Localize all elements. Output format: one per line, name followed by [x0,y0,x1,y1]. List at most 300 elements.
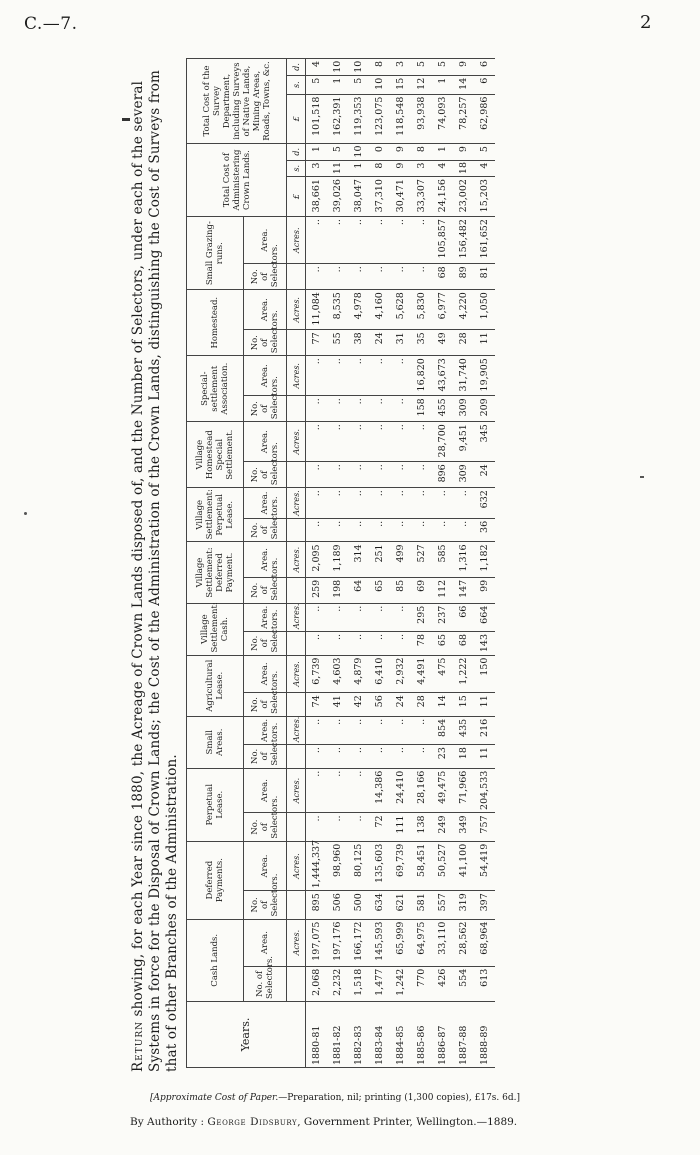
data-cell: .. [369,462,390,488]
data-cell: 31,740 [453,356,474,396]
data-cell: 24,156 [432,177,453,217]
data-cell: 664 [474,603,495,631]
data-cell: .. [327,356,348,396]
data-cell: 4,978 [348,290,369,330]
data-cell: 1 [432,144,453,161]
units-row [287,59,306,1068]
data-cell: 65,999 [390,919,411,966]
data-cell: .. [411,488,432,519]
data-cell: 28 [411,693,432,717]
data-cell: 10 [348,144,369,161]
year-cell: 1880-81 [306,1002,328,1068]
cost-text: —Preparation, nil; printing (1,300 copies), £17s. 6d.] [278,1093,521,1103]
data-cell: 99 [474,577,495,603]
data-cell: 1,444,337 [306,841,328,891]
data-cell: 33,110 [432,919,453,966]
data-cell: 111 [390,813,411,841]
data-cell: 18 [453,160,474,176]
group-header: Small Areas. [187,716,244,768]
data-cell: 6 [474,75,495,94]
data-cell: 2,068 [306,966,328,1001]
data-cell: .. [369,396,390,422]
data-cell: 19,905 [474,356,495,396]
data-cell: .. [369,716,390,744]
data-cell: .. [306,768,328,813]
group-header: Small Grazing-runs. [187,217,244,290]
data-cell: .. [411,422,432,462]
data-cell: 6,739 [306,655,328,693]
data-cell: 15,203 [474,177,495,217]
table-row [306,59,328,1068]
selectors-subheader: No. of Selectors. [244,577,287,603]
data-cell: 78 [411,631,432,655]
data-cell: .. [348,603,369,631]
data-cell: 72 [369,813,390,841]
area-subheader: Area. [244,841,287,891]
data-cell: 118,548 [390,94,411,143]
group-header: Village Settlement: Cash. [187,603,244,655]
area-subheader: Area. [244,655,287,693]
data-cell: 557 [432,891,453,919]
data-cell: 198 [327,577,348,603]
data-cell: 896 [432,462,453,488]
data-cell: 2,095 [306,542,328,577]
data-cell: .. [327,745,348,769]
data-cell: 138 [411,813,432,841]
data-cell: .. [390,356,411,396]
area-subheader: Area. [244,422,287,462]
data-cell: 3 [306,160,328,176]
data-cell: 64 [348,577,369,603]
data-cell: 5 [348,75,369,94]
acres-unit: Acres. [287,841,306,891]
data-cell: 43,673 [432,356,453,396]
data-cell: 123,075 [369,94,390,143]
paper-cost-note [150,1093,520,1103]
data-cell: 895 [306,891,328,919]
acres-unit: Acres. [287,290,306,330]
data-cell: .. [327,813,348,841]
data-cell: 11 [474,693,495,717]
data-cell: 397 [474,891,495,919]
data-cell: 349 [453,813,474,841]
data-cell: 1 [348,160,369,176]
data-cell: 89 [453,264,474,290]
table-row [348,59,369,1068]
data-cell: 65 [369,577,390,603]
printer-authority-line [130,1116,517,1128]
data-cell: 6,410 [369,655,390,693]
data-cell: 1 [327,75,348,94]
data-cell: .. [327,422,348,462]
data-cell: 14 [453,75,474,94]
table-row [327,59,348,1068]
group-header: Village Homestead Special Settlement. [187,422,244,488]
area-subheader: Area. [244,716,287,744]
table-row [369,59,390,1068]
data-cell: 24,410 [390,768,411,813]
data-cell: 5,830 [411,290,432,330]
data-cell: 145,593 [369,919,390,966]
data-cell: 5,628 [390,290,411,330]
data-cell: 11 [474,330,495,356]
data-cell: 770 [411,966,432,1001]
data-cell: 249 [432,813,453,841]
data-cell: 613 [474,966,495,1001]
page-number: 2 [640,12,652,33]
data-cell: 4,603 [327,655,348,693]
data-cell: 85 [390,577,411,603]
data-cell: 500 [348,891,369,919]
data-cell: .. [369,603,390,631]
data-cell: 18 [453,745,474,769]
data-cell: 39,026 [327,177,348,217]
data-cell: .. [306,518,328,542]
data-cell: 2,232 [327,966,348,1001]
data-cell: 319 [453,891,474,919]
data-cell: .. [432,488,453,519]
scan-mark [122,118,130,121]
data-cell: 69 [411,577,432,603]
data-cell: 1,189 [327,542,348,577]
data-cell: 314 [348,542,369,577]
data-cell: 28,166 [411,768,432,813]
data-cell: 5 [474,144,495,161]
acres-unit: Acres. [287,542,306,577]
year-cell: 1888-89 [474,1002,495,1068]
data-cell: 259 [306,577,328,603]
data-cell: .. [327,488,348,519]
unit-blank [287,462,306,488]
table-row [474,59,495,1068]
data-cell: 632 [474,488,495,519]
acres-unit: Acres. [287,217,306,264]
data-cell: 119,353 [348,94,369,143]
year-cell: 1881-82 [327,1002,348,1068]
money-unit: d. [287,59,306,76]
data-cell: 854 [432,716,453,744]
data-cell: .. [453,488,474,519]
data-cell: 28 [453,330,474,356]
data-cell: 56 [369,693,390,717]
data-cell: .. [306,488,328,519]
data-cell: .. [411,217,432,264]
data-cell: .. [369,631,390,655]
data-cell: 455 [432,396,453,422]
data-cell: 68,964 [474,919,495,966]
data-cell: .. [411,518,432,542]
data-cell: 4 [432,160,453,176]
data-cell: .. [327,603,348,631]
selectors-subheader: No. of Selectors. [244,264,287,290]
data-cell: 68 [432,264,453,290]
data-cell: .. [390,745,411,769]
data-cell: 49 [432,330,453,356]
data-cell: 197,176 [327,919,348,966]
printer-name: George Didsbury [207,1116,298,1128]
acres-unit: Acres. [287,919,306,966]
table-row [432,59,453,1068]
year-cell: 1882-83 [348,1002,369,1068]
data-cell: 135,603 [369,841,390,891]
data-cell: .. [369,422,390,462]
rotated-return-table-block [130,32,560,1072]
year-cell: 1883-84 [369,1002,390,1068]
data-cell: 4 [474,160,495,176]
data-cell: .. [327,462,348,488]
data-cell: 58,451 [411,841,432,891]
data-cell: 6 [474,59,495,76]
data-cell: 8,535 [327,290,348,330]
data-cell: 1,242 [390,966,411,1001]
group-header: Agricultural Lease. [187,655,244,716]
data-cell: 3 [411,160,432,176]
unit-blank [287,966,306,1001]
data-cell: .. [390,396,411,422]
data-cell: 150 [474,655,495,693]
data-cell: 585 [432,542,453,577]
data-cell: .. [411,745,432,769]
group-header-row [187,59,244,1068]
selectors-subheader: No. of Selectors. [244,693,287,717]
money-unit: s. [287,160,306,176]
title-text: showing, for each Year since 1880, the Acreage of Crown Lands disposed of, and the Number of Selectors, under each of the several Systems in force for the Disposal of Crown Lands; the Cost of the Administration of the Crown Lands, distinguishing the Cost of Surveys from that of other Branches of the Administration. [130,69,180,1072]
money-unit: s. [287,75,306,94]
unit-blank [287,396,306,422]
data-cell: 62,986 [474,94,495,143]
cost-label: [Approximate Cost of Paper. [150,1093,279,1103]
data-cell: 506 [327,891,348,919]
data-cell: 1,477 [369,966,390,1001]
unit-blank [287,813,306,841]
data-cell: 295 [411,603,432,631]
data-cell: 38,047 [348,177,369,217]
data-cell: 6,977 [432,290,453,330]
data-cell: .. [348,488,369,519]
data-cell: .. [369,518,390,542]
money-unit: £ [287,177,306,217]
data-cell: 98,960 [327,841,348,891]
data-cell: 435 [453,716,474,744]
data-cell: 105,857 [432,217,453,264]
data-cell: .. [390,518,411,542]
data-cell: .. [348,745,369,769]
table-body [306,59,496,1068]
data-cell: .. [327,716,348,744]
scan-mark [640,476,644,478]
data-cell: 9,451 [453,422,474,462]
data-cell: 147 [453,577,474,603]
data-cell: 1,182 [474,542,495,577]
data-cell: .. [306,462,328,488]
data-cell: 9 [390,160,411,176]
selectors-subheader: No. of Selectors. [244,745,287,769]
data-cell: 209 [474,396,495,422]
data-cell: 64,975 [411,919,432,966]
data-cell: .. [453,518,474,542]
data-cell: 24 [474,462,495,488]
data-cell: 74 [306,693,328,717]
data-cell: 35 [411,330,432,356]
data-cell: .. [306,356,328,396]
data-cell: .. [390,264,411,290]
data-cell: .. [390,716,411,744]
data-cell: 4,160 [369,290,390,330]
data-cell: 158 [411,396,432,422]
data-cell: .. [390,462,411,488]
selectors-subheader: No. of Selectors. [244,396,287,422]
data-cell: .. [411,264,432,290]
data-cell: .. [390,603,411,631]
acres-unit: Acres. [287,768,306,813]
year-cell: 1886-87 [432,1002,453,1068]
data-cell: 11 [474,745,495,769]
data-cell: 527 [411,542,432,577]
data-cell: .. [369,264,390,290]
area-subheader: Area. [244,919,287,966]
selectors-subheader: No. of Selectors. [244,631,287,655]
data-cell: 74,093 [432,94,453,143]
data-cell: .. [306,264,328,290]
data-cell: .. [369,217,390,264]
data-cell: .. [369,356,390,396]
data-cell: .. [306,422,328,462]
data-cell: 78,257 [453,94,474,143]
data-cell: .. [306,396,328,422]
data-cell: 15 [390,75,411,94]
data-cell: 93,938 [411,94,432,143]
data-cell: 237 [432,603,453,631]
data-cell: .. [390,422,411,462]
unit-blank [287,693,306,717]
data-cell: .. [369,488,390,519]
selectors-subheader: No. of Selectors. [244,966,287,1001]
data-cell: 49,475 [432,768,453,813]
area-subheader: Area. [244,290,287,330]
data-cell: 166,172 [348,919,369,966]
data-cell: 197,075 [306,919,328,966]
selectors-subheader: No. of Selectors. [244,462,287,488]
survey-cost-header: Total Cost of the Survey Department, including Surveys of Native Lands, Mining Areas, Roads, Towns, &c. [187,59,287,144]
data-cell: 41,100 [453,841,474,891]
data-cell: 12 [411,75,432,94]
data-cell: .. [327,518,348,542]
data-cell: 8 [411,144,432,161]
data-cell: 81 [474,264,495,290]
data-cell: 1,050 [474,290,495,330]
data-cell: 11 [327,160,348,176]
data-cell: 621 [390,891,411,919]
group-header: Village Settlement: Perpetual Lease. [187,488,244,542]
data-cell: .. [348,217,369,264]
data-cell: .. [348,356,369,396]
data-cell: 4,220 [453,290,474,330]
area-subheader: Area. [244,542,287,577]
acres-unit: Acres. [287,488,306,519]
data-cell: 112 [432,577,453,603]
data-cell: .. [348,768,369,813]
data-cell: 204,533 [474,768,495,813]
data-cell: 30,471 [390,177,411,217]
year-cell: 1885-86 [411,1002,432,1068]
group-header: Deferred Payments. [187,841,244,919]
data-cell: .. [390,488,411,519]
acres-unit: Acres. [287,356,306,396]
selectors-subheader: No. of Selectors. [244,891,287,919]
data-cell: 65 [432,631,453,655]
data-cell: .. [327,264,348,290]
data-cell: 77 [306,330,328,356]
data-cell: 50,527 [432,841,453,891]
data-cell: 10 [348,59,369,76]
data-cell: 68 [453,631,474,655]
data-cell: 9 [390,144,411,161]
group-header: Village Settlement: Deferred Payment. [187,542,244,603]
data-cell: 9 [453,59,474,76]
table-row [411,59,432,1068]
data-cell: .. [306,716,328,744]
data-cell: 28,700 [432,422,453,462]
data-cell: 162,391 [327,94,348,143]
data-cell: 23,002 [453,177,474,217]
group-header: Perpetual Lease. [187,768,244,841]
data-cell: 54,419 [474,841,495,891]
data-cell: 5 [327,144,348,161]
years-header: Years. [187,1002,306,1068]
data-cell: 10 [327,59,348,76]
data-cell: 9 [453,144,474,161]
data-cell: 5 [306,75,328,94]
data-cell: 5 [432,59,453,76]
data-cell: 1 [306,144,328,161]
data-cell: 426 [432,966,453,1001]
data-cell: 14 [432,693,453,717]
data-cell: 101,518 [306,94,328,143]
data-cell: 475 [432,655,453,693]
unit-blank [287,631,306,655]
data-cell: .. [327,631,348,655]
document-reference: C.—7. [24,14,78,34]
scan-mark [24,512,27,515]
data-cell: 42 [348,693,369,717]
data-cell: .. [411,716,432,744]
authority-prefix: By Authority : [130,1116,205,1128]
data-cell: .. [306,217,328,264]
data-cell: 156,482 [453,217,474,264]
data-cell: 55 [327,330,348,356]
crown-lands-table [186,58,495,1068]
data-cell: .. [306,631,328,655]
data-cell: 1,316 [453,542,474,577]
data-cell: 161,652 [474,217,495,264]
acres-unit: Acres. [287,603,306,631]
data-cell: 41 [327,693,348,717]
data-cell: 10 [369,75,390,94]
group-header: Cash Lands. [187,919,244,1001]
data-cell: 15 [453,693,474,717]
data-cell: 1,518 [348,966,369,1001]
data-cell: 33,307 [411,177,432,217]
data-cell: 1,222 [453,655,474,693]
data-cell: .. [348,518,369,542]
data-cell: .. [411,462,432,488]
data-cell: .. [306,603,328,631]
year-cell: 1884-85 [390,1002,411,1068]
data-cell: .. [348,396,369,422]
data-cell: 1 [432,75,453,94]
data-cell: 14,386 [369,768,390,813]
data-cell: 2,932 [390,655,411,693]
